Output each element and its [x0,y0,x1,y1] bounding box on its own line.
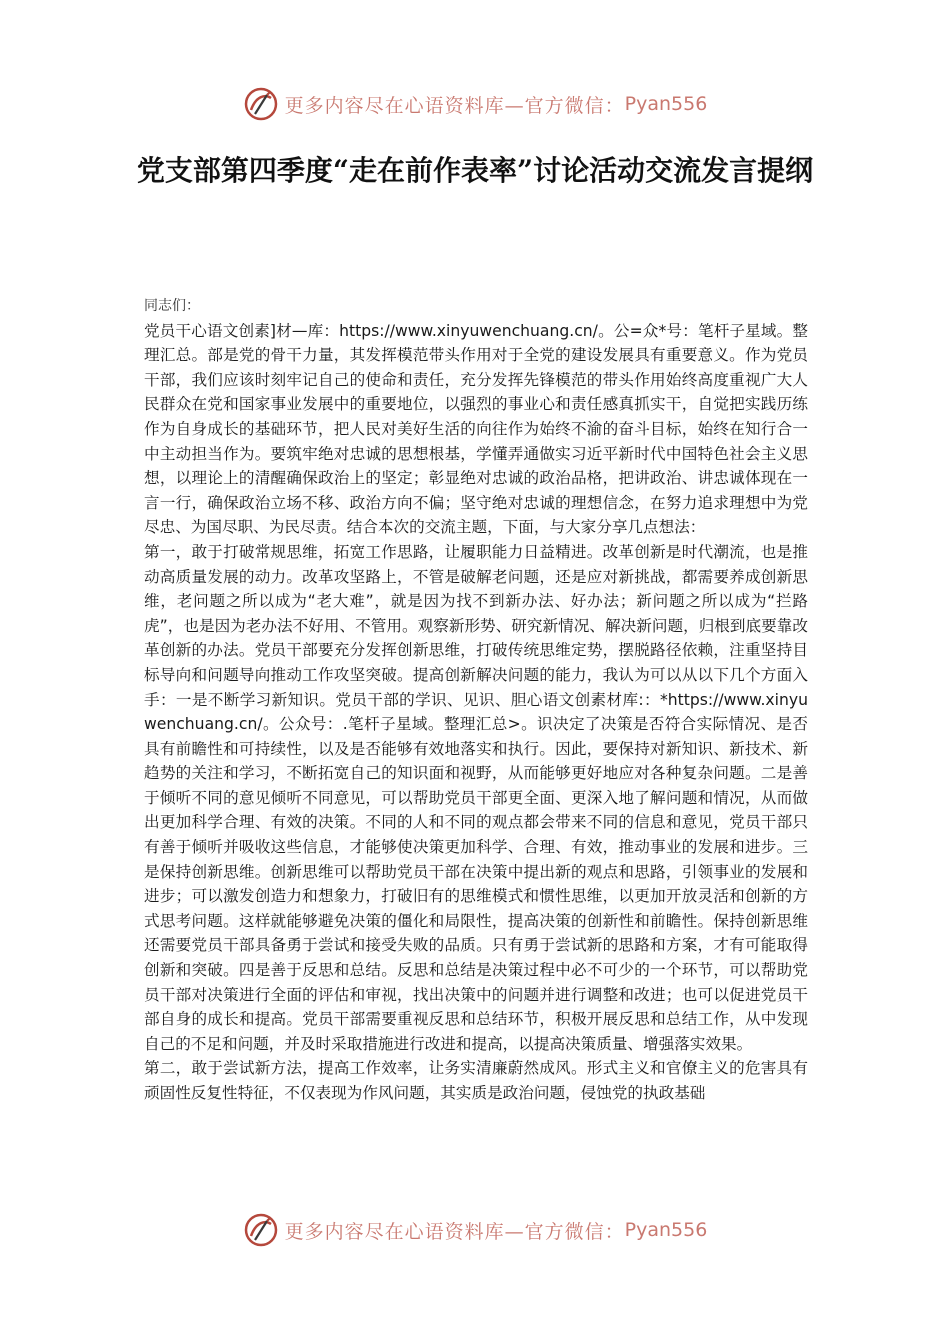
header-banner-id: Pyan556 [624,93,708,115]
footer-banner-text: 更多内容尽在心语资料库—官方微信： [284,1220,625,1243]
footer-banner-id: Pyan556 [624,1219,708,1241]
body-paragraph-3: 第二，敢于尝试新方法，提高工作效率，让务实清廉蔚然成风。形式主义和官僚主义的危害具有顽固性反复性特征，不仅表现为作风问题，其实质是政治问题，侵蚀党的执政基础 [144,1059,808,1102]
brand-logo-icon [243,86,279,122]
footer-banner [0,1208,950,1252]
greeting: 同志们： [144,298,200,314]
body-paragraph-1: 党员干心语文创素]材—库：https://www.xinyuwenchuang.cn/。公=众*号：笔杆子星域。整理汇总。部是党的骨干力量，其发挥模范带头作用对于全党的建设发展具有重要意义。作为党员干部，我们应该时刻牢记自己的使命和责任，充分发挥先锋模范的带头作用始终高度重视广大人民群众在党和国家事业发展中的重要地位，以强烈的事业心和责任感真抓实干，自觉把实践历练作为自身成长的基础环节，把人民对美好生活的向往作为始终不渝的奋斗目标，始终在知行合一中主动担当作为。要筑牢绝对忠诚的思想根基，学懂弄通做实习近平新时代中国特色社会主义思想，以理论上的清醒确保政治上的坚定；彰显绝对忠诚的政治品格，把讲政治、讲忠诚体现在一言一行，确保政治立场不移、政治方向不偏；坚守绝对忠诚的理想信念，在努力追求理想中为党尽忠、为国尽职、为民尽责。结合本次的交流主题，下面，与大家分享几点想法： [144,321,808,537]
header-banner-text: 更多内容尽在心语资料库—官方微信： [284,94,625,117]
document-title: 党支部第四季度“走在前作表率”讨论活动交流发言提纲 [136,154,814,187]
document-body [144,294,808,1106]
body-paragraph-2: 第一，敢于打破常规思维，拓宽工作思路，让履职能力日益精进。改革创新是时代潮流，也是推动高质量发展的动力。改革攻坚路上，不管是破解老问题，还是应对新挑战，都需要养成创新思维，老问题之所以成为“老大难”，就是因为找不到新办法、好办法；新问题之所以成为“拦路虎”，也是因为老办法不好用、不管用。观察新形势、研究新情况、解决新问题，归根到底要靠改革创新的办法。党员干部要充分发挥创新思维，打破传统思维定势，摆脱路径依赖，注重坚持目标导向和问题导向推动工作攻坚突破。提高创新解决问题的能力，我认为可以从以下几个方面入手：一是不断学习新知识。党员干部的学识、见识、胆心语文创素材库:：*https://www.xinyuwenchuang.cn/。公众号：.笔杆子星域。整理汇总>。识决定了决策是否符合实际情况、是否具有前瞻性和可持续性，以及是否能够有效地落实和执行。因此，要保持对新知识、新技术、新趋势的关注和学习，不断拓宽自己的知识面和视野，从而能够更好地应对各种复杂问题。二是善于倾听不同的意见倾听不同意见，可以帮助党员干部更全面、更深入地了解问题和情况，从而做出更加科学合理、有效的决策。不同的人和不同的观点都会带来不同的信息和意见，党员干部只有善于倾听并吸收这些信息，才能够使决策更加科学、合理、有效，推动事业的发展和进步。三是保持创新思维。创新思维可以帮助党员干部在决策中提出新的观点和思路，引领事业的发展和进步；可以激发创造力和想象力，打破旧有的思维模式和惯性思维，以更加开放灵活和创新的方式思考问题。这样就能够避免决策的僵化和局限性，提高决策的创新性和前瞻性。保持创新思维还需要党员干部具备勇于尝试和接受失败的品质。只有勇于尝试新的思路和方案，才有可能取得创新和突破。四是善于反思和总结。反思和总结是决策过程中必不可少的一个环节，可以帮助党员干部对决策进行全面的评估和审视，找出决策中的问题并进行调整和改进；也可以促进党员干部自身的成长和提高。党员干部需要重视反思和总结环节，积极开展反思和总结工作，从中发现自己的不足和问题，并及时采取措施进行改进和提高，以提高决策质量、增强落实效果。 [144,542,808,1053]
brand-logo-icon [243,1212,279,1248]
header-banner [0,82,950,126]
